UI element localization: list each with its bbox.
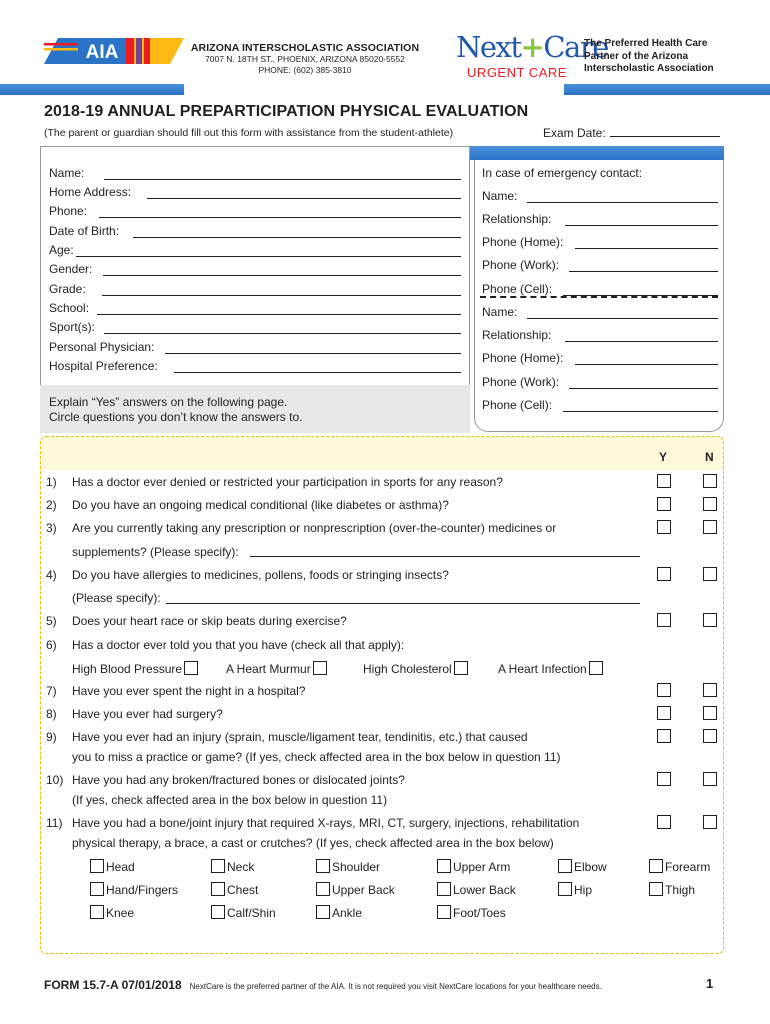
question-9-text-cont: you to miss a practice or game? (If yes, check affected area in the box below in question 11) [72, 750, 561, 764]
question-11-text-cont: physical therapy, a brace, a cast or crutches? (If yes, check affected area in the box below) [72, 836, 554, 850]
student-field-input[interactable] [97, 314, 461, 315]
nextcare-logo [456, 30, 608, 82]
body-area-option[interactable] [649, 859, 710, 874]
question-8-text: Have you ever had surgery? [72, 707, 223, 721]
body-area-option[interactable] [211, 859, 254, 874]
body-area-checkbox[interactable] [316, 882, 330, 896]
body-area-label: Head [106, 860, 135, 874]
exam-date-field[interactable] [543, 125, 720, 140]
body-area-option[interactable] [558, 859, 607, 874]
question-7-text: Have you ever spent the night in a hospital? [72, 684, 306, 698]
page-number: 1 [706, 976, 714, 991]
question-10-text: Have you had any broken/fractured bones or dislocated joints? [72, 773, 405, 787]
q6-option-high-cholesterol[interactable]: High Cholesterol [363, 661, 468, 676]
body-area-option[interactable] [211, 905, 276, 920]
body-area-label: Lower Back [453, 883, 516, 897]
nextcare-name-1: Next [456, 30, 521, 64]
contact-2-field-input[interactable] [563, 411, 718, 412]
student-field-input[interactable] [99, 217, 461, 218]
question-number: 8) [46, 707, 57, 721]
body-area-checkbox[interactable] [211, 859, 225, 873]
body-area-label: Upper Back [332, 883, 395, 897]
contact-2-field-label: Name: [482, 305, 518, 319]
contact-1-field-input[interactable] [565, 225, 718, 226]
aia-organization-block [190, 42, 420, 76]
contact-separator [480, 296, 718, 298]
q6-option-checkbox[interactable] [184, 661, 198, 675]
q1-no-checkbox[interactable] [703, 474, 717, 488]
question-number: 10) [46, 773, 64, 787]
body-area-checkbox[interactable] [437, 882, 451, 896]
student-field-label: Age: [49, 243, 74, 257]
student-field-label: Home Address: [49, 185, 132, 199]
body-area-label: Knee [106, 906, 135, 920]
page-subtitle: (The parent or guardian should fill out this form with assistance from the student-athlete) [44, 127, 454, 139]
contact-1-field-label: Phone (Work): [482, 258, 560, 272]
body-area-option[interactable] [649, 882, 695, 897]
question-4-text: Do you have allergies to medicines, pollens, foods or stringing insects? [72, 568, 449, 582]
body-area-option[interactable] [437, 882, 516, 897]
q5-yes-checkbox[interactable] [657, 613, 671, 627]
q8-no-checkbox[interactable] [703, 706, 717, 720]
nextcare-name-2: Care [543, 30, 608, 64]
student-field-label: Hospital Preference: [49, 359, 158, 373]
body-area-checkbox[interactable] [211, 882, 225, 896]
contact-1-field-input[interactable] [527, 202, 718, 203]
question-3-specify-label: supplements? (Please specify): [72, 545, 239, 559]
question-number: 5) [46, 614, 57, 628]
q4-no-checkbox[interactable] [703, 567, 717, 581]
question-5-text: Does your heart race or skip beats during exercise? [72, 614, 347, 628]
q11-yes-checkbox[interactable] [657, 815, 671, 829]
body-area-option[interactable] [437, 905, 506, 920]
org-name: ARIZONA INTERSCHOLASTIC ASSOCIATION [190, 42, 420, 54]
body-area-label: Hand/Fingers [106, 883, 179, 897]
q4-specify-input[interactable] [166, 603, 640, 604]
body-area-checkbox[interactable] [437, 859, 451, 873]
body-area-label: Ankle [332, 906, 363, 920]
body-area-label: Chest [227, 883, 259, 897]
student-field-label: Date of Birth: [49, 224, 120, 238]
question-9-text: Have you ever had an injury (sprain, muscle/ligament tear, tendinitis, etc.) that caused [72, 730, 528, 744]
question-1-text: Has a doctor ever denied or restricted your participation in sports for any reason? [72, 475, 503, 489]
contact-1-field-input[interactable] [569, 271, 718, 272]
student-field-label: Name: [49, 166, 85, 180]
body-area-label: Forearm [665, 860, 711, 874]
org-address: 7007 N. 18TH ST., PHOENIX, ARIZONA 85020-5552 [205, 54, 405, 64]
explain-note: Explain “Yes” answers on the following page. Circle questions you don’t know the answers to. [49, 395, 303, 424]
q4-yes-checkbox[interactable] [657, 567, 671, 581]
body-area-checkbox[interactable] [316, 859, 330, 873]
body-area-option[interactable] [437, 859, 510, 874]
body-area-label: Upper Arm [453, 860, 511, 874]
contact-2-field-label: Phone (Work): [482, 375, 560, 389]
question-4-specify-label: (Please specify): [72, 591, 161, 605]
q6-option-checkbox[interactable] [589, 661, 603, 675]
contact-2-field-label: Phone (Cell): [482, 398, 553, 412]
question-2-text: Do you have an ongoing medical conditional (like diabetes or asthma)? [72, 498, 449, 512]
q6-option-heart-murmur[interactable]: A Heart Murmur [226, 661, 327, 676]
body-area-label: Hip [574, 883, 593, 897]
exam-date-label: Exam Date: [543, 126, 606, 140]
q7-no-checkbox[interactable] [703, 683, 717, 697]
body-area-option[interactable] [316, 859, 380, 874]
contact-2-field-input[interactable] [575, 364, 718, 365]
student-field-label: Sport(s): [49, 320, 96, 334]
q7-yes-checkbox[interactable] [657, 683, 671, 697]
body-area-checkbox[interactable] [90, 859, 104, 873]
contact-1-field-input[interactable] [575, 248, 718, 249]
student-field-input[interactable] [104, 179, 461, 180]
page-footer [44, 978, 602, 992]
student-field-input[interactable] [147, 198, 461, 199]
nextcare-subtitle: URGENT CARE [467, 65, 567, 80]
student-field-input[interactable] [104, 333, 461, 334]
body-area-option[interactable] [316, 905, 362, 920]
q6-option-checkbox[interactable] [313, 661, 327, 675]
question-number: 1) [46, 475, 57, 489]
exam-date-input[interactable] [610, 125, 720, 137]
body-area-option[interactable] [316, 882, 395, 897]
q3-specify-input[interactable] [250, 556, 640, 557]
q3-no-checkbox[interactable] [703, 520, 717, 534]
question-number: 3) [46, 521, 57, 535]
question-number: 6) [46, 638, 57, 652]
q11-no-checkbox[interactable] [703, 815, 717, 829]
question-11-text: Have you had a bone/joint injury that required X-rays, MRI, CT, surgery, injections, rehabilitation [72, 816, 580, 830]
student-field-label: Grade: [49, 282, 86, 296]
student-field-input[interactable] [165, 353, 461, 354]
contact-1-field-label: Phone (Cell): [482, 282, 553, 296]
q6-option-checkbox[interactable] [454, 661, 468, 675]
student-field-label: School: [49, 301, 90, 315]
student-field-input[interactable] [103, 275, 461, 276]
body-area-checkbox[interactable] [90, 882, 104, 896]
body-area-option[interactable] [558, 882, 592, 897]
body-area-option[interactable] [90, 905, 134, 920]
q6-option-high-blood-pressure[interactable]: High Blood Pressure [72, 661, 198, 676]
body-area-checkbox[interactable] [316, 905, 330, 919]
body-area-label: Thigh [665, 883, 696, 897]
q2-yes-checkbox[interactable] [657, 497, 671, 511]
student-field-label: Gender: [49, 262, 93, 276]
body-area-label: Foot/Toes [453, 906, 506, 920]
body-area-checkbox[interactable] [649, 882, 663, 896]
student-field-input[interactable] [76, 256, 461, 257]
q2-no-checkbox[interactable] [703, 497, 717, 511]
student-field-input[interactable] [174, 372, 461, 373]
question-6-text: Has a doctor ever told you that you have (check all that apply): [72, 638, 405, 652]
body-area-checkbox[interactable] [437, 905, 451, 919]
body-area-checkbox[interactable] [90, 905, 104, 919]
contact-2-field-label: Relationship: [482, 328, 552, 342]
q10-no-checkbox[interactable] [703, 772, 717, 786]
question-number: 11) [46, 816, 63, 830]
body-area-option[interactable] [90, 882, 178, 897]
body-area-checkbox[interactable] [649, 859, 663, 873]
q5-no-checkbox[interactable] [703, 613, 717, 627]
emergency-header: In case of emergency contact: [482, 166, 643, 180]
body-area-option[interactable] [211, 882, 258, 897]
form-id: FORM 15.7-A 07/01/2018 [44, 978, 182, 992]
contact-1-field-label: Name: [482, 189, 518, 203]
question-number: 9) [46, 730, 57, 744]
page-title: 2018-19 ANNUAL PREPARTICIPATION PHYSICAL EVALUATION [44, 103, 529, 120]
body-area-label: Elbow [574, 860, 607, 874]
no-column-header: N [705, 450, 714, 464]
body-area-label: Shoulder [332, 860, 381, 874]
q10-yes-checkbox[interactable] [657, 772, 671, 786]
footer-note: NextCare is the preferred partner of the AIA. It is not required you visit NextCare locations for your healthcare needs. [189, 982, 602, 991]
q9-yes-checkbox[interactable] [657, 729, 671, 743]
body-area-checkbox[interactable] [558, 859, 572, 873]
contact-2-field-label: Phone (Home): [482, 351, 564, 365]
contact-2-field-input[interactable] [565, 341, 718, 342]
q8-yes-checkbox[interactable] [657, 706, 671, 720]
body-area-checkbox[interactable] [558, 882, 572, 896]
partner-statement: The Preferred Health Care Partner of the Arizona Interscholastic Association [584, 38, 714, 74]
contact-1-field-label: Phone (Home): [482, 235, 564, 249]
plus-icon: + [520, 30, 544, 64]
question-number: 7) [46, 684, 57, 698]
question-10-text-cont: (If yes, check affected area in the box below in question 11) [72, 793, 388, 807]
q6-option-heart-infection[interactable]: A Heart Infection [498, 661, 603, 676]
org-phone: PHONE: (602) 385-3810 [258, 65, 352, 75]
aia-logo-text: AIA [85, 42, 119, 63]
student-field-input[interactable] [133, 237, 461, 238]
body-area-label: Neck [227, 860, 255, 874]
student-field-label: Personal Physician: [49, 340, 155, 354]
contact-2-field-input[interactable] [527, 318, 718, 319]
aia-logo [44, 38, 184, 64]
body-area-checkbox[interactable] [211, 905, 225, 919]
q1-yes-checkbox[interactable] [657, 474, 671, 488]
q9-no-checkbox[interactable] [703, 729, 717, 743]
contact-2-field-input[interactable] [569, 388, 718, 389]
student-field-label: Phone: [49, 204, 88, 218]
question-number: 2) [46, 498, 57, 512]
yes-column-header: Y [659, 450, 668, 464]
student-field-input[interactable] [102, 295, 461, 296]
question-number: 4) [46, 568, 57, 582]
page-header [0, 0, 770, 96]
body-area-label: Calf/Shin [227, 906, 276, 920]
question-3-text: Are you currently taking any prescription or nonprescription (over-the-counter) medicines or [72, 521, 557, 535]
body-area-option[interactable] [90, 859, 135, 874]
q3-yes-checkbox[interactable] [657, 520, 671, 534]
contact-1-field-label: Relationship: [482, 212, 552, 226]
